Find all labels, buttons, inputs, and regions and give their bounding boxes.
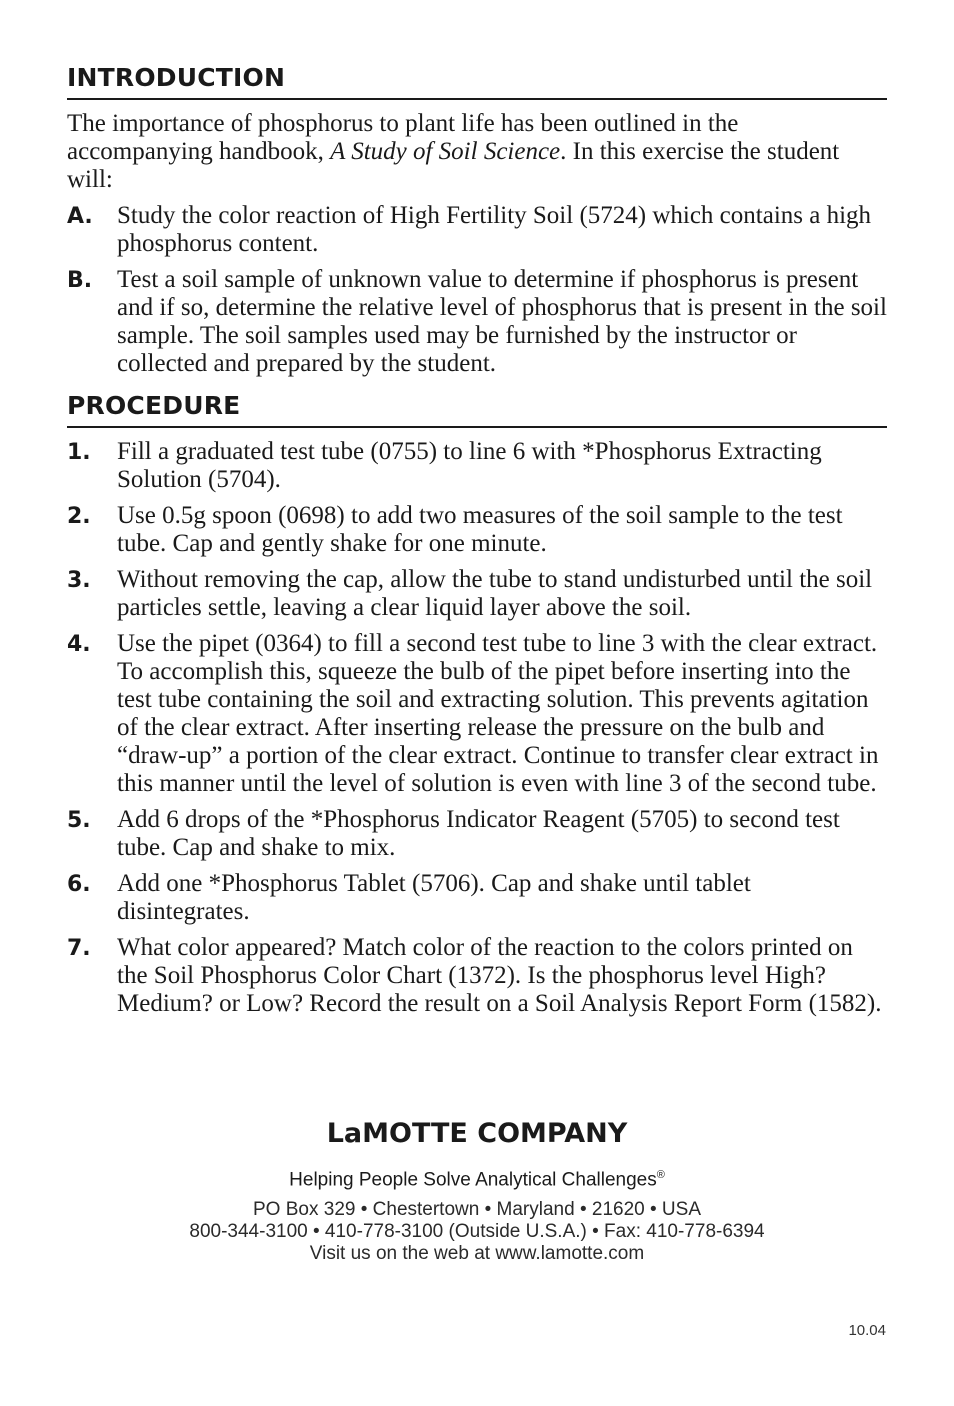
introduction-paragraph — [67, 110, 887, 194]
document-number: 10.04 — [848, 1322, 886, 1339]
procedure-step — [67, 806, 887, 862]
step-text: Add one *Phosphorus Tablet (5706). Cap and shake until tablet disintegrates. — [117, 870, 751, 925]
step-text: What color appeared? Match color of the reaction to the colors printed on the Soil Phosphorus Color Chart (1372). Is the phosphorus level High? Medium? or Low? Record the result on a Soil Analysis Report Form (1582). — [117, 934, 882, 1017]
registered-mark: ® — [656, 1169, 665, 1181]
step-number: 1. — [67, 440, 91, 465]
procedure-step — [67, 502, 887, 558]
objective-text: Study the color reaction of High Fertility Soil (5724) which contains a high phosphorus content. — [117, 202, 872, 257]
company-footer — [0, 1116, 954, 1265]
step-number: 7. — [67, 936, 91, 961]
step-number: 4. — [67, 632, 91, 657]
step-text: Without removing the cap, allow the tube to stand undisturbed until the soil particles settle, leaving a clear liquid layer above the soil. — [117, 566, 873, 621]
step-text: Use 0.5g spoon (0698) to add two measures of the soil sample to the test tube. Cap and gently shake for one minute. — [117, 502, 843, 557]
step-text: Add 6 drops of the *Phosphorus Indicator Reagent (5705) to second test tube. Cap and shake to mix. — [117, 806, 840, 861]
tagline-text: Helping People Solve Analytical Challenges — [289, 1169, 657, 1191]
step-number: 6. — [67, 872, 91, 897]
step-text: Use the pipet (0364) to fill a second test tube to line 3 with the clear extract. To accomplish this, squeeze the bulb of the pipet before inserting into the test tube containing the soil and extracting solution. This prevents agitation of the clear extract. After inserting release the pressure on the bulb and “draw-up” a portion of the clear extract. Continue to transfer clear extract in this manner until the level of solution is even with line 3 of the second tube. — [117, 630, 879, 797]
company-website: Visit us on the web at www.lamotte.com — [309, 1243, 645, 1265]
intro-text-end: . In this exercise the student will: — [67, 138, 840, 193]
procedure-step — [67, 870, 887, 926]
procedure-step — [67, 934, 887, 1018]
introduction-heading: INTRODUCTION — [67, 62, 887, 100]
company-tagline — [0, 1162, 954, 1193]
intro-text-start: The importance of phosphorus to plant life has been outlined in the accompanying handbook, — [67, 110, 739, 165]
objective-item — [67, 202, 887, 258]
objectives-list — [67, 202, 887, 378]
objective-text: Test a soil sample of unknown value to determine if phosphorus is present and if so, determine the relative level of phosphorus that is present in the soil sample. The soil samples used may be furnished by the instructor or collected and prepared by the student. — [117, 266, 887, 377]
procedure-step — [67, 566, 887, 622]
document-page — [67, 62, 887, 1026]
step-number: 5. — [67, 808, 91, 833]
objective-marker: B. — [67, 268, 93, 293]
procedure-heading: PROCEDURE — [67, 390, 887, 428]
procedure-step — [67, 630, 887, 798]
step-number: 2. — [67, 504, 91, 529]
company-name: LaMOTTE COMPANY — [326, 1118, 628, 1149]
objective-marker: A. — [67, 204, 93, 229]
handbook-title: A Study of Soil Science — [330, 138, 561, 165]
procedure-step — [67, 438, 887, 494]
step-text: Fill a graduated test tube (0755) to line 6 with *Phosphorus Extracting Solution (5704). — [117, 438, 822, 493]
objective-item — [67, 266, 887, 378]
company-phones: 800-344-3100 • 410-778-3100 (Outside U.S.A.) • Fax: 410-778-6394 — [189, 1221, 765, 1243]
procedure-steps — [67, 438, 887, 1018]
step-number: 3. — [67, 568, 91, 593]
company-address: PO Box 329 • Chestertown • Maryland • 21620 • USA — [253, 1199, 701, 1221]
